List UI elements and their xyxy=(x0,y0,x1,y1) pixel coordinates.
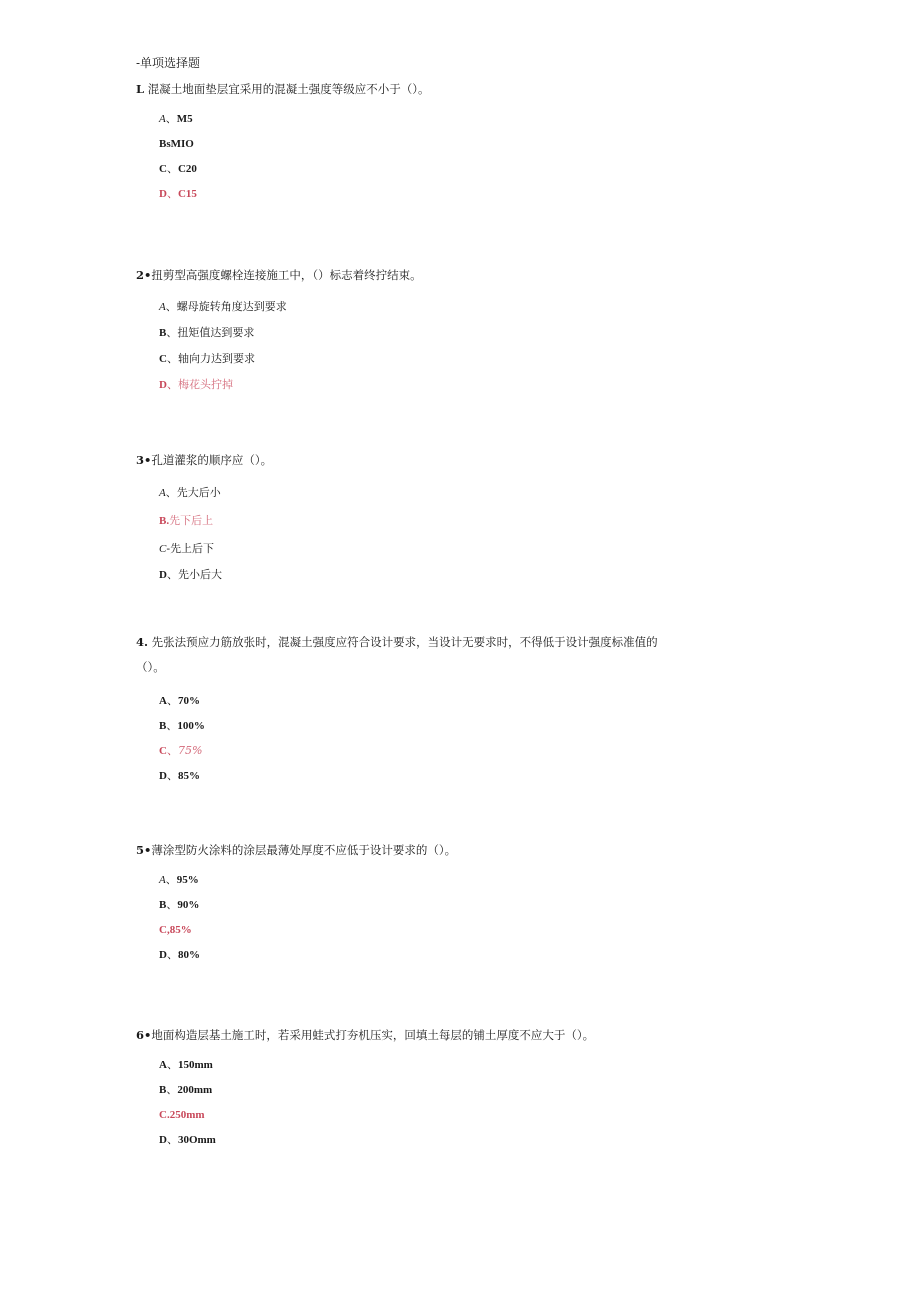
option-d[interactable]: D、先小后大 xyxy=(159,568,222,581)
option-c[interactable]: C、轴向力达到要求 xyxy=(159,352,255,365)
option-b[interactable]: B、90% xyxy=(159,898,200,911)
option-a[interactable]: A、95% xyxy=(159,873,199,886)
option-d-correct[interactable]: D、梅花头拧掉 xyxy=(159,378,233,391)
question-text xyxy=(136,1022,736,1048)
option-list xyxy=(159,688,676,788)
question-text xyxy=(136,630,676,680)
question-text xyxy=(136,447,696,473)
option-a[interactable]: A、150mm xyxy=(159,1058,213,1071)
question-text xyxy=(136,837,696,863)
option-c-correct[interactable]: C,85% xyxy=(159,924,192,936)
option-b[interactable]: B、100% xyxy=(159,719,205,732)
question-number: 6• xyxy=(136,1028,152,1042)
question-stem: 扭剪型高强度螺栓连接施工中，（）标志着终拧结束。 xyxy=(151,268,422,282)
question-stem: 先张法预应力筋放张时，混凝土强度应符合设计要求，当设计无要求时，不得低于设计强度标准值的（）。 xyxy=(136,635,658,674)
option-b[interactable]: B、扭矩值达到要求 xyxy=(159,326,255,339)
question-1 xyxy=(136,76,696,206)
option-b-correct[interactable]: B.先下后上 xyxy=(159,514,214,527)
question-stem: 地面构造层基土施工时，若采用蛙式打夯机压实，回填土每层的铺土厚度不应大于（）。 xyxy=(151,1028,595,1042)
question-stem: 孔道灌浆的顺序应（）。 xyxy=(151,453,273,467)
question-text xyxy=(136,76,696,102)
question-number: 5• xyxy=(136,843,152,857)
option-a[interactable]: A、70% xyxy=(159,694,200,707)
option-d[interactable]: D、85% xyxy=(159,769,200,782)
option-list xyxy=(159,294,696,398)
question-stem: 混凝土地面垫层宜采用的混凝土强度等级应不小于（）。 xyxy=(144,82,430,96)
option-b[interactable]: B、200mm xyxy=(159,1083,213,1096)
question-stem: 薄涂型防火涂料的涂层最薄处厚度不应低于设计要求的（）。 xyxy=(151,843,457,857)
question-5 xyxy=(136,837,696,967)
question-3 xyxy=(136,447,696,588)
question-number: L xyxy=(136,82,145,96)
question-4 xyxy=(136,630,676,788)
option-list xyxy=(159,1052,736,1152)
question-6 xyxy=(136,1022,736,1152)
option-c[interactable]: C-先上后下 xyxy=(159,542,215,555)
option-d[interactable]: D、80% xyxy=(159,948,200,961)
option-b[interactable]: BsMIO xyxy=(159,138,194,150)
question-number: 4. xyxy=(136,635,149,649)
option-c-correct[interactable]: C.250mm xyxy=(159,1109,205,1121)
option-a[interactable]: A、螺母旋转角度达到要求 xyxy=(159,300,287,313)
option-list xyxy=(159,867,696,967)
option-d-correct[interactable]: D、C15 xyxy=(159,187,197,200)
option-a[interactable]: A、先大后小 xyxy=(159,486,221,499)
question-2 xyxy=(136,262,696,398)
question-number: 3• xyxy=(136,453,152,467)
option-list xyxy=(159,479,696,588)
section-title: -单项选择题 xyxy=(136,56,201,70)
option-d[interactable]: D、30Omm xyxy=(159,1133,216,1146)
option-c-correct[interactable]: C、75% xyxy=(159,744,203,757)
option-list xyxy=(159,106,696,206)
question-text xyxy=(136,262,696,288)
question-number: 2• xyxy=(136,268,152,282)
option-c[interactable]: C、C20 xyxy=(159,162,197,175)
option-a[interactable]: A、M5 xyxy=(159,112,193,125)
